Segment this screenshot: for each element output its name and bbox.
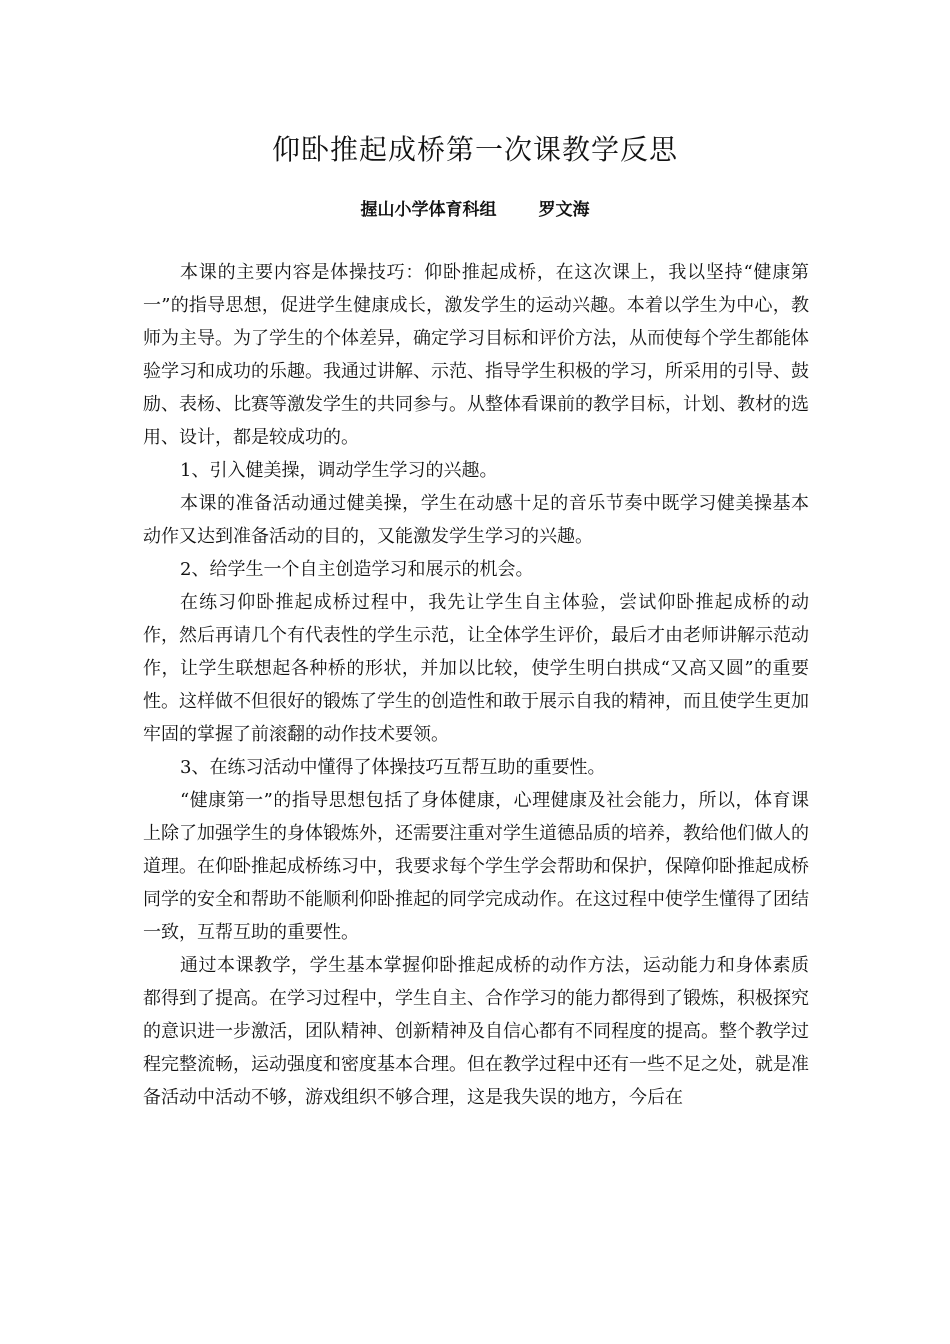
document-body <box>143 256 809 1114</box>
byline-author: 罗文海 <box>538 200 590 220</box>
paragraph-intro: 本课的主要内容是体操技巧：仰卧推起成桥，在这次课上，我以坚持“健康第一”的指导思想，促进学生健康成长，激发学生的运动兴趣。本着以学生为中心，教师为主导。为了学生的个体差异，确定学习目标和评价方法，从而使每个学生都能体验学习和成功的乐趣。我通过讲解、示范、指导学生积极的学习，所采用的引导、鼓励、表杨、比赛等激发学生的共同参与。从整体看课前的教学目标，计划、教材的选用、设计，都是较成功的。 <box>143 262 809 448</box>
document-title: 仰卧推起成桥第一次课教学反思 <box>271 133 678 166</box>
paragraph-3: “健康第一”的指导思想包括了身体健康，心理健康及社会能力，所以，体育课上除了加强学生的身体锻炼外，还需要注重对学生道德品质的培养，教给他们做人的道理。在仰卧推起成桥练习中，我要求每个学生学会帮助和保护，保障仰卧推起成桥同学的安全和帮助不能顺利仰卧推起的同学完成动作。在这过程中使学生懂得了团结一致，互帮互助的重要性。 <box>143 790 809 943</box>
section-heading-3: 3、在练习活动中懂得了体操技巧互帮互助的重要性。 <box>180 757 606 778</box>
byline <box>0 198 950 222</box>
section-heading-1: 1、引入健美操，调动学生学习的兴趣。 <box>180 460 498 481</box>
paragraph-1: 本课的准备活动通过健美操，学生在动感十足的音乐节奏中既学习健美操基本动作又达到准备活动的目的，又能激发学生学习的兴趣。 <box>143 493 809 547</box>
paragraph-conclusion: 通过本课教学，学生基本掌握仰卧推起成桥的动作方法，运动能力和身体素质都得到了提高。在学习过程中，学生自主、合作学习的能力都得到了锻炼，积极探究的意识进一步激活，团队精神、创新精神及自信心都有不同程度的提高。整个教学过程完整流畅，运动强度和密度基本合理。但在教学过程中还有一些不足之处，就是准备活动中活动不够，游戏组织不够合理，这是我失误的地方，今后在 <box>143 955 809 1108</box>
section-heading-2: 2、给学生一个自主创造学习和展示的机会。 <box>180 559 534 580</box>
paragraph-2: 在练习仰卧推起成桥过程中，我先让学生自主体验，尝试仰卧推起成桥的动作，然后再请几个有代表性的学生示范，让全体学生评价，最后才由老师讲解示范动作，让学生联想起各种桥的形状，并加以比较，使学生明白拱成“又高又圆”的重要性。这样做不但很好的锻炼了学生的创造性和敢于展示自我的精神，而且使学生更加牢固的掌握了前滚翻的动作技术要领。 <box>143 592 809 745</box>
byline-group: 握山小学体育科组 <box>360 200 497 220</box>
